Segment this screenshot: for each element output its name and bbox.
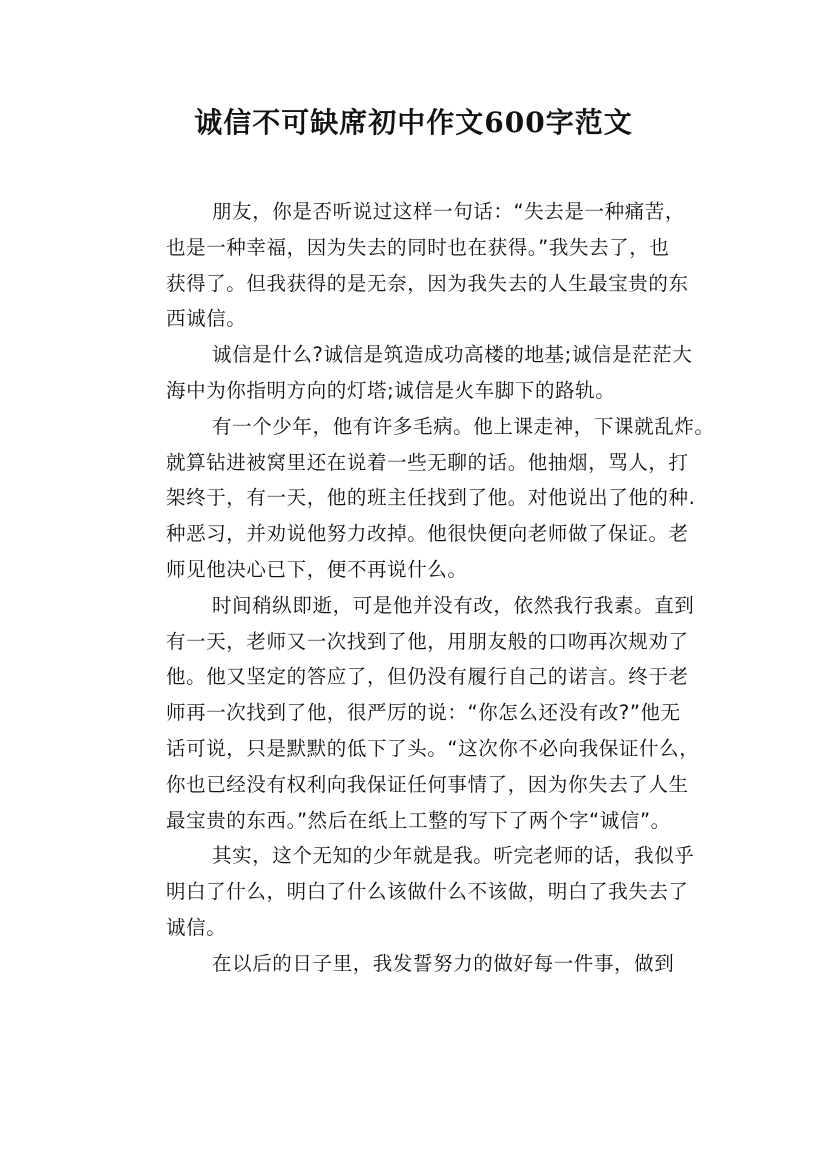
text-line: 诚信是什么?诚信是筑造成功高楼的地基;诚信是茫茫大 <box>212 343 693 367</box>
text-line: 在以后的日子里，我发誓努力的做好每一件事，做到 <box>212 951 675 975</box>
text-line: 架终于，有一天，他的班主任找到了他。对他说出了他的种. <box>166 486 696 510</box>
paragraph-1 <box>127 194 707 337</box>
text-line: 时间稍纵即逝，可是他并没有改，依然我行我素。直到 <box>212 593 695 617</box>
text-line: 明白了什么，明白了什么该做什么不该做，明白了我失去了 <box>166 880 689 904</box>
text-line: 种恶习，并劝说他努力改掉。他很快便向老师做了保证。老 <box>166 522 689 546</box>
paragraph-5 <box>127 838 707 945</box>
text-line: 海中为你指明方向的灯塔;诚信是火车脚下的路轨。 <box>166 378 616 402</box>
text-line: 诚信。 <box>166 915 227 939</box>
text-line: 其实，这个无知的少年就是我。听完老师的话，我似乎 <box>212 844 695 868</box>
text-line: 也是一种幸福，因为失去的同时也在获得。”我失去了，也 <box>166 235 670 259</box>
text-line: 有一个少年，他有许多毛病。他上课走神，下课就乱炸。 <box>212 414 715 438</box>
text-line: 获得了。但我获得的是无奈，因为我失去的人生最宝贵的东 <box>166 271 689 295</box>
text-line: 他。他又坚定的答应了，但仍没有履行自己的诺言。终于老 <box>166 665 689 689</box>
text-line: 话可说，只是默默的低下了头。“这次你不必向我保证什么， <box>166 736 700 760</box>
text-line: 就算钻进被窝里还在说着一些无聊的话。他抽烟，骂人，打 <box>166 450 689 474</box>
text-line: 朋友，你是否听说过这样一句话：“失去是一种痛苦， <box>212 200 686 223</box>
paragraph-6 <box>127 946 707 982</box>
text-line: 西诚信。 <box>166 307 247 331</box>
text-line: 师见他决心已下，便不再说什么。 <box>166 557 468 581</box>
text-line: 最宝贵的东西。”然后在纸上工整的写下了两个字“诚信”。 <box>166 808 671 832</box>
document-title: 诚信不可缺席初中作文600字范文 <box>194 106 633 139</box>
text-line: 师再一次找到了他，很严厉的说：“你怎么还没有改?”他无 <box>166 701 681 725</box>
document-body <box>127 194 715 982</box>
text-line: 有一天，老师又一次找到了他，用朋友般的口吻再次规劝了 <box>166 629 689 653</box>
paragraph-2 <box>127 337 707 409</box>
paragraph-3 <box>127 409 715 588</box>
text-line: 你也已经没有权利向我保证任何事情了，因为你失去了人生 <box>166 772 689 796</box>
paragraph-4 <box>127 588 707 839</box>
